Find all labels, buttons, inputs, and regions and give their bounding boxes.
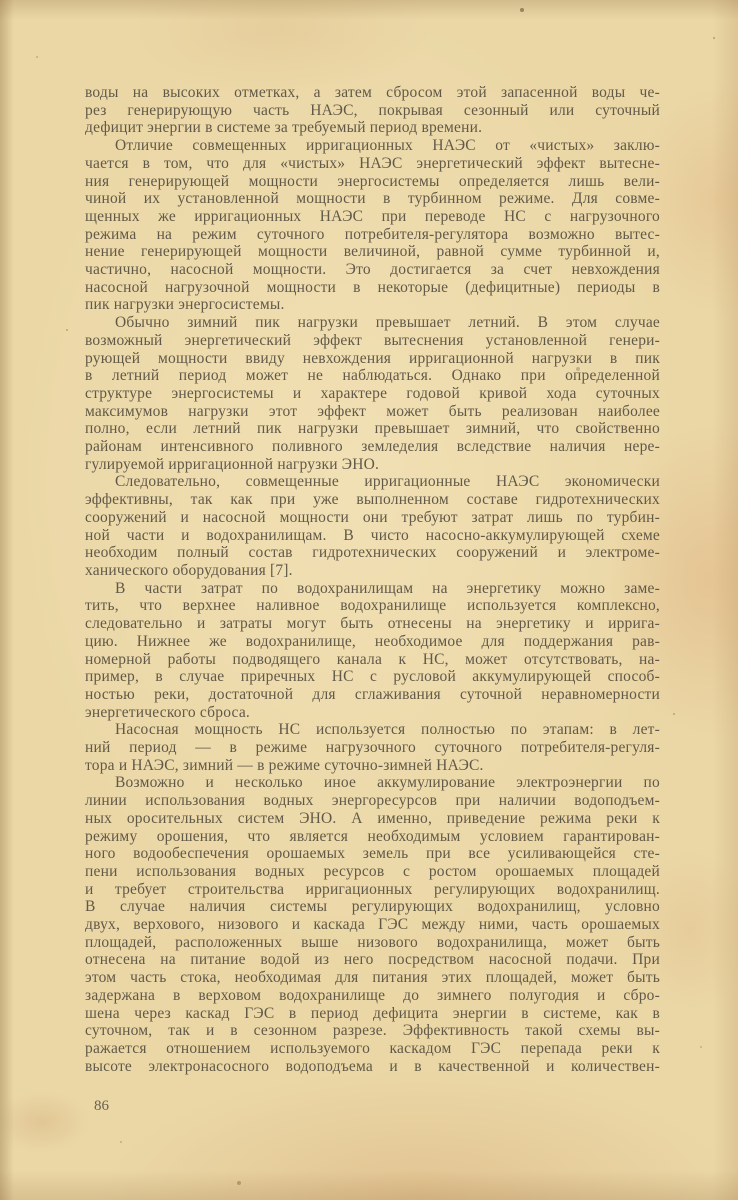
text-line: ного водообеспечения орошаемых земель при все усиливающейся сте- [85, 845, 660, 863]
text-line: чиной их установленной мощности в турбинном режиме. Для совме- [85, 190, 660, 208]
text-line: режиму орошения, что является необходимым условием гарантирован- [85, 827, 660, 845]
text-line: цию. Нижнее же водохранилище, необходимое для поддержания рав- [85, 632, 660, 650]
text-line: режима на режим суточного потребителя-регулятора возможно вытес- [85, 225, 660, 243]
text-block [85, 84, 660, 1075]
text-line: высоте электронасосного водоподъема и в качественной и количествен- [85, 1057, 660, 1075]
text-line: рующей мощности ввиду невхождения ирригационной нагрузки в пик [85, 349, 660, 367]
text-line: энергетического сброса. [85, 703, 250, 721]
text-line: необходим полный состав гидротехнических сооружений и электроме- [85, 544, 660, 562]
text-line: ной части и водохранилищам. В чисто насосно-аккумулирующей схеме [85, 526, 660, 544]
text-line: пример, в случае приречных НС с русловой аккумулирующей способ- [85, 668, 660, 686]
text-line: чается в том, что для «чистых» НАЭС энергетический эффект вытесне- [85, 154, 660, 172]
text-line: шена через каскад ГЭС в период дефицита энергии в системе, как в [85, 1004, 660, 1022]
text-line: в летний период может не наблюдаться. Однако при определенной [85, 367, 660, 385]
text-line: тить, что верхнее наливное водохранилище используется комплексно, [85, 597, 660, 615]
text-line: тора и НАЭС, зимний — в режиме суточно-зимней НАЭС. [85, 756, 484, 774]
text-line: линии использования водных энергоресурсов при наличии водоподъем- [85, 792, 660, 810]
text-line: следовательно и затраты могут быть отнесены на энергетику и иррига- [85, 615, 660, 633]
text-line: пик нагрузки энергосистемы. [85, 296, 285, 314]
text-line: структуре энергосистемы и характере годовой кривой хода суточных [85, 384, 660, 402]
text-line: рез генерирующую часть НАЭС, покрывая сезонный или суточный [85, 101, 660, 119]
text-line: ния генерирующей мощности энергосистемы определяется лишь вели- [85, 172, 660, 190]
text-line: полно, если летний пик нагрузки превышает зимний, что свойственно [85, 420, 660, 438]
text-line: ных оросительных систем ЭНО. А именно, приведение режима реки к [85, 809, 660, 827]
text-line: возможный энергетический эффект вытеснения установленной генери- [85, 331, 660, 349]
text-line: максимумов нагрузки этот эффект может быть реализован наиболее [85, 402, 660, 420]
text-line: ний период — в режиме нагрузочного суточного потребителя-регуля- [85, 739, 660, 757]
text-line: воды на высоких отметках, а затем сбросом этой запасенной воды че- [85, 84, 660, 101]
text-line: отнесена на питание водой из него посредством насосной подачи. При [85, 951, 660, 969]
text-line: ханического оборудования [7]. [85, 561, 293, 579]
text-line: ражается отношением используемого каскадом ГЭС перепада реки к [85, 1039, 660, 1057]
text-line: эффективны, так как при уже выполненном составе гидротехнических [85, 491, 660, 509]
text-line: Обычно зимний пик нагрузки превышает летний. В этом случае [115, 314, 660, 332]
text-line: Возможно и несколько иное аккумулирование электроэнергии по [115, 774, 660, 792]
text-line: ностью реки, достаточной для сглаживания суточной неравномерности [85, 685, 660, 703]
text-line: дефицит энергии в системе за требуемый период времени. [85, 119, 483, 137]
text-line: Следовательно, совмещенные ирригационные НАЭС экономически [115, 473, 660, 491]
text-line: гулируемой ирригационной нагрузки ЭНО. [85, 455, 380, 473]
text-line: площадей, расположенных выше низового водохранилища, может быть [85, 933, 660, 951]
text-line: частично, насосной мощности. Это достигается за счет невхождения [85, 261, 660, 279]
text-line: В случае наличия системы регулирующих водохранилищ, условно [85, 898, 660, 916]
text-line: насосной нагрузочной мощности в некоторые (дефицитные) периоды в [85, 278, 660, 296]
text-line: номерной работы подводящего канала к НС, может отсутствовать, на- [85, 650, 660, 668]
text-line: и требует строительства ирригационных регулирующих водохранилищ. [85, 880, 660, 898]
text-line: щенных же ирригационных НАЭС при переводе НС с нагрузочного [85, 207, 660, 225]
text-line: нение генерирующей мощности величиной, равной сумме турбинной и, [85, 243, 660, 261]
page-number: 86 [94, 1098, 109, 1114]
text-line: двух, верхового, низового и каскада ГЭС между ними, часть орошаемых [85, 916, 660, 934]
text-line: районам интенсивного поливного земледелия вследствие наличия нере- [85, 438, 660, 456]
text-line: сооружений и насосной мощности они требуют затрат лишь по турбин- [85, 508, 660, 526]
text-line: Насосная мощность НС используется полностью по этапам: в лет- [115, 721, 660, 739]
text-line: этом часть стока, необходимая для питания этих площадей, может быть [85, 969, 660, 987]
text-line: пени использования водных ресурсов с ростом орошаемых площадей [85, 862, 660, 880]
text-line: В части затрат по водохранилищам на энергетику можно заме- [115, 579, 660, 597]
text-line: суточном, так и в сезонном разрезе. Эффективность такой схемы вы- [85, 1022, 660, 1040]
paper-specks [0, 0, 2, 2]
text-line: задержана в верховом водохранилище до зимнего полугодия и сбро- [85, 986, 660, 1004]
text-line: Отличие совмещенных ирригационных НАЭС от «чистых» заклю- [115, 137, 660, 155]
